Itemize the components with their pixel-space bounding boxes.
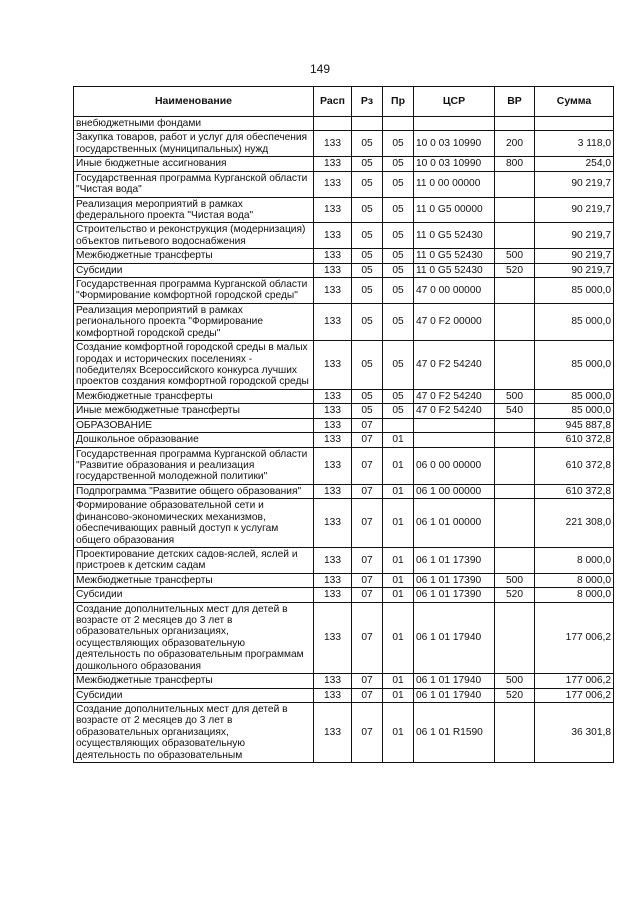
cell-name: Создание дополнительных мест для детей в возрасте от 2 месяцев до 3 лет в образовательных организациях, осуществляющих образовательную деятельность по образовательным (74, 702, 314, 762)
cell-pr: 01 (383, 573, 414, 587)
cell-rasp: 133 (314, 547, 352, 573)
cell-vr (495, 702, 535, 762)
table-row (74, 674, 614, 688)
cell-pr: 05 (383, 263, 414, 277)
cell-pr: 05 (383, 223, 414, 249)
cell-vr (495, 484, 535, 498)
cell-rz (352, 117, 383, 131)
header-sum: Сумма (535, 87, 614, 117)
cell-rz: 07 (352, 547, 383, 573)
cell-csr: 11 0 G5 00000 (414, 197, 495, 223)
cell-rasp: 133 (314, 674, 352, 688)
table-row (74, 602, 614, 674)
table-row (74, 171, 614, 197)
cell-vr (495, 117, 535, 131)
cell-name: Формирование образовательной сети и финансово-экономических механизмов, обеспечивающих равный доступ к услугам общего образования (74, 499, 314, 548)
table-row (74, 688, 614, 702)
cell-pr: 01 (383, 484, 414, 498)
cell-csr: 47 0 F2 54240 (414, 404, 495, 418)
cell-rz: 07 (352, 588, 383, 602)
header-rasp: Расп (314, 87, 352, 117)
table-row (74, 418, 614, 432)
cell-sum: 3 118,0 (535, 131, 614, 157)
table-row (74, 484, 614, 498)
cell-sum: 85 000,0 (535, 404, 614, 418)
cell-pr: 01 (383, 602, 414, 674)
table-row (74, 117, 614, 131)
cell-rasp: 133 (314, 341, 352, 390)
cell-csr: 06 1 01 17940 (414, 688, 495, 702)
header-vr: ВР (495, 87, 535, 117)
cell-vr: 520 (495, 263, 535, 277)
cell-sum: 177 006,2 (535, 674, 614, 688)
cell-rasp: 133 (314, 418, 352, 432)
cell-sum: 177 006,2 (535, 688, 614, 702)
cell-pr: 05 (383, 249, 414, 263)
cell-name: внебюджетными фондами (74, 117, 314, 131)
cell-name: Создание комфортной городской среды в малых городах и исторических поселениях - победителях Всероссийского конкурса лучших проектов создания комфортной городской среды (74, 341, 314, 390)
table-row (74, 278, 614, 304)
cell-sum: 90 219,7 (535, 223, 614, 249)
table-row (74, 389, 614, 403)
table-row (74, 223, 614, 249)
header-pr: Пр (383, 87, 414, 117)
cell-rasp: 133 (314, 278, 352, 304)
cell-name: Межбюджетные трансферты (74, 573, 314, 587)
cell-vr: 520 (495, 688, 535, 702)
table-row (74, 547, 614, 573)
cell-sum: 85 000,0 (535, 278, 614, 304)
cell-sum: 610 372,8 (535, 433, 614, 447)
cell-rasp: 133 (314, 389, 352, 403)
cell-pr: 01 (383, 499, 414, 548)
cell-name: Межбюджетные трансферты (74, 389, 314, 403)
cell-csr: 11 0 G5 52430 (414, 223, 495, 249)
cell-csr: 10 0 03 10990 (414, 131, 495, 157)
cell-sum: 945 887,8 (535, 418, 614, 432)
cell-rasp: 133 (314, 223, 352, 249)
header-row (74, 87, 614, 117)
cell-csr: 06 1 00 00000 (414, 484, 495, 498)
cell-rasp: 133 (314, 688, 352, 702)
header-name: Наименование (74, 87, 314, 117)
cell-pr: 01 (383, 447, 414, 484)
cell-rasp: 133 (314, 263, 352, 277)
cell-vr (495, 341, 535, 390)
table-row (74, 404, 614, 418)
cell-rasp: 133 (314, 157, 352, 171)
cell-pr: 01 (383, 674, 414, 688)
cell-rz: 07 (352, 484, 383, 498)
cell-vr (495, 499, 535, 548)
cell-rasp: 133 (314, 404, 352, 418)
cell-pr: 01 (383, 547, 414, 573)
cell-vr: 500 (495, 573, 535, 587)
cell-name: Создание дополнительных мест для детей в возрасте от 2 месяцев до 3 лет в образовательных организациях, осуществляющих образовательную деятельность по образовательным программам дошкольного образования (74, 602, 314, 674)
cell-sum: 8 000,0 (535, 588, 614, 602)
cell-sum: 221 308,0 (535, 499, 614, 548)
cell-name: Подпрограмма "Развитие общего образования" (74, 484, 314, 498)
cell-pr: 05 (383, 171, 414, 197)
cell-name: Проектирование детских садов-яслей, яслей и пристроев к детским садам (74, 547, 314, 573)
table-row (74, 341, 614, 390)
cell-pr: 01 (383, 688, 414, 702)
cell-csr: 06 1 01 17940 (414, 602, 495, 674)
cell-vr: 800 (495, 157, 535, 171)
cell-sum: 85 000,0 (535, 341, 614, 390)
cell-sum: 36 301,8 (535, 702, 614, 762)
cell-pr: 05 (383, 278, 414, 304)
cell-vr: 500 (495, 389, 535, 403)
table-row (74, 197, 614, 223)
cell-csr (414, 418, 495, 432)
cell-sum: 254,0 (535, 157, 614, 171)
cell-rz: 05 (352, 303, 383, 340)
cell-rz: 07 (352, 688, 383, 702)
table-row (74, 588, 614, 602)
table-row (74, 573, 614, 587)
cell-rasp: 133 (314, 602, 352, 674)
cell-rz: 05 (352, 389, 383, 403)
cell-name: Дошкольное образование (74, 433, 314, 447)
cell-rasp: 133 (314, 197, 352, 223)
cell-vr: 200 (495, 131, 535, 157)
cell-csr: 10 0 03 10990 (414, 157, 495, 171)
cell-name: Субсидии (74, 588, 314, 602)
header-rz: Рз (352, 87, 383, 117)
cell-pr: 01 (383, 588, 414, 602)
cell-csr: 06 1 01 R1590 (414, 702, 495, 762)
cell-pr: 05 (383, 341, 414, 390)
cell-rz: 07 (352, 573, 383, 587)
cell-sum: 90 219,7 (535, 249, 614, 263)
cell-rasp (314, 117, 352, 131)
cell-rz: 05 (352, 131, 383, 157)
cell-sum: 610 372,8 (535, 447, 614, 484)
cell-name: Субсидии (74, 688, 314, 702)
cell-csr: 06 1 01 00000 (414, 499, 495, 548)
cell-name: Закупка товаров, работ и услуг для обеспечения государственных (муниципальных) нужд (74, 131, 314, 157)
cell-pr: 05 (383, 404, 414, 418)
cell-rasp: 133 (314, 484, 352, 498)
cell-name: Межбюджетные трансферты (74, 249, 314, 263)
cell-vr (495, 278, 535, 304)
cell-csr (414, 117, 495, 131)
cell-csr: 06 1 01 17390 (414, 588, 495, 602)
cell-csr: 06 1 01 17940 (414, 674, 495, 688)
cell-csr: 06 1 01 17390 (414, 573, 495, 587)
cell-sum: 85 000,0 (535, 303, 614, 340)
cell-csr: 47 0 F2 54240 (414, 389, 495, 403)
cell-sum: 90 219,7 (535, 263, 614, 277)
cell-rz: 05 (352, 278, 383, 304)
cell-rasp: 133 (314, 171, 352, 197)
cell-name: Реализация мероприятий в рамках регионального проекта "Формирование комфортной городской среды" (74, 303, 314, 340)
table-row (74, 499, 614, 548)
cell-name: Строительство и реконструкция (модернизация) объектов питьевого водоснабжения (74, 223, 314, 249)
cell-csr: 47 0 00 00000 (414, 278, 495, 304)
table-row (74, 157, 614, 171)
cell-csr: 11 0 G5 52430 (414, 249, 495, 263)
cell-rz: 05 (352, 197, 383, 223)
table-row (74, 249, 614, 263)
cell-name: Межбюджетные трансферты (74, 674, 314, 688)
cell-rz: 05 (352, 171, 383, 197)
cell-rasp: 133 (314, 702, 352, 762)
cell-name: Государственная программа Курганской области "Формирование комфортной городской среды" (74, 278, 314, 304)
cell-csr: 47 0 F2 54240 (414, 341, 495, 390)
cell-name: Государственная программа Курганской области "Чистая вода" (74, 171, 314, 197)
cell-pr (383, 117, 414, 131)
cell-rz: 05 (352, 223, 383, 249)
cell-vr (495, 197, 535, 223)
cell-vr (495, 433, 535, 447)
cell-sum: 90 219,7 (535, 171, 614, 197)
cell-csr: 11 0 00 00000 (414, 171, 495, 197)
cell-rz: 07 (352, 702, 383, 762)
cell-rz: 05 (352, 157, 383, 171)
cell-pr: 05 (383, 303, 414, 340)
cell-rasp: 133 (314, 433, 352, 447)
cell-name: Иные бюджетные ассигнования (74, 157, 314, 171)
cell-vr (495, 447, 535, 484)
cell-csr: 06 1 01 17390 (414, 547, 495, 573)
page-number: 149 (309, 62, 331, 76)
cell-rz: 07 (352, 674, 383, 688)
cell-vr: 520 (495, 588, 535, 602)
cell-csr (414, 433, 495, 447)
header-csr: ЦСР (414, 87, 495, 117)
cell-rz: 05 (352, 263, 383, 277)
cell-rz: 05 (352, 249, 383, 263)
cell-pr: 05 (383, 131, 414, 157)
table-row (74, 303, 614, 340)
cell-rasp: 133 (314, 131, 352, 157)
cell-vr (495, 171, 535, 197)
cell-vr: 500 (495, 249, 535, 263)
cell-name: Государственная программа Курганской области "Развитие образования и реализация государственной молодежной политики" (74, 447, 314, 484)
cell-rz: 05 (352, 341, 383, 390)
cell-pr: 05 (383, 389, 414, 403)
cell-name: Иные межбюджетные трансферты (74, 404, 314, 418)
cell-csr: 11 0 G5 52430 (414, 263, 495, 277)
cell-rz: 07 (352, 418, 383, 432)
cell-rz: 07 (352, 447, 383, 484)
cell-rz: 07 (352, 433, 383, 447)
cell-vr (495, 547, 535, 573)
budget-table (73, 86, 614, 763)
cell-sum (535, 117, 614, 131)
cell-csr: 06 0 00 00000 (414, 447, 495, 484)
cell-vr (495, 223, 535, 249)
cell-vr (495, 303, 535, 340)
table-row (74, 447, 614, 484)
table-row (74, 702, 614, 762)
cell-sum: 8 000,0 (535, 573, 614, 587)
cell-pr: 01 (383, 702, 414, 762)
table-row (74, 263, 614, 277)
cell-sum: 177 006,2 (535, 602, 614, 674)
cell-name: ОБРАЗОВАНИЕ (74, 418, 314, 432)
cell-name: Реализация мероприятий в рамках федерального проекта "Чистая вода" (74, 197, 314, 223)
cell-vr: 500 (495, 674, 535, 688)
cell-vr (495, 418, 535, 432)
cell-rz: 07 (352, 602, 383, 674)
cell-sum: 8 000,0 (535, 547, 614, 573)
cell-rasp: 133 (314, 573, 352, 587)
cell-pr (383, 418, 414, 432)
cell-sum: 85 000,0 (535, 389, 614, 403)
cell-csr: 47 0 F2 00000 (414, 303, 495, 340)
table-row (74, 131, 614, 157)
cell-pr: 01 (383, 433, 414, 447)
cell-vr: 540 (495, 404, 535, 418)
cell-rz: 07 (352, 499, 383, 548)
cell-rz: 05 (352, 404, 383, 418)
cell-rasp: 133 (314, 249, 352, 263)
table-row (74, 433, 614, 447)
cell-vr (495, 602, 535, 674)
cell-sum: 610 372,8 (535, 484, 614, 498)
table-body (74, 117, 614, 763)
cell-pr: 05 (383, 157, 414, 171)
cell-sum: 90 219,7 (535, 197, 614, 223)
cell-name: Субсидии (74, 263, 314, 277)
cell-pr: 05 (383, 197, 414, 223)
cell-rasp: 133 (314, 303, 352, 340)
cell-rasp: 133 (314, 447, 352, 484)
cell-rasp: 133 (314, 588, 352, 602)
cell-rasp: 133 (314, 499, 352, 548)
